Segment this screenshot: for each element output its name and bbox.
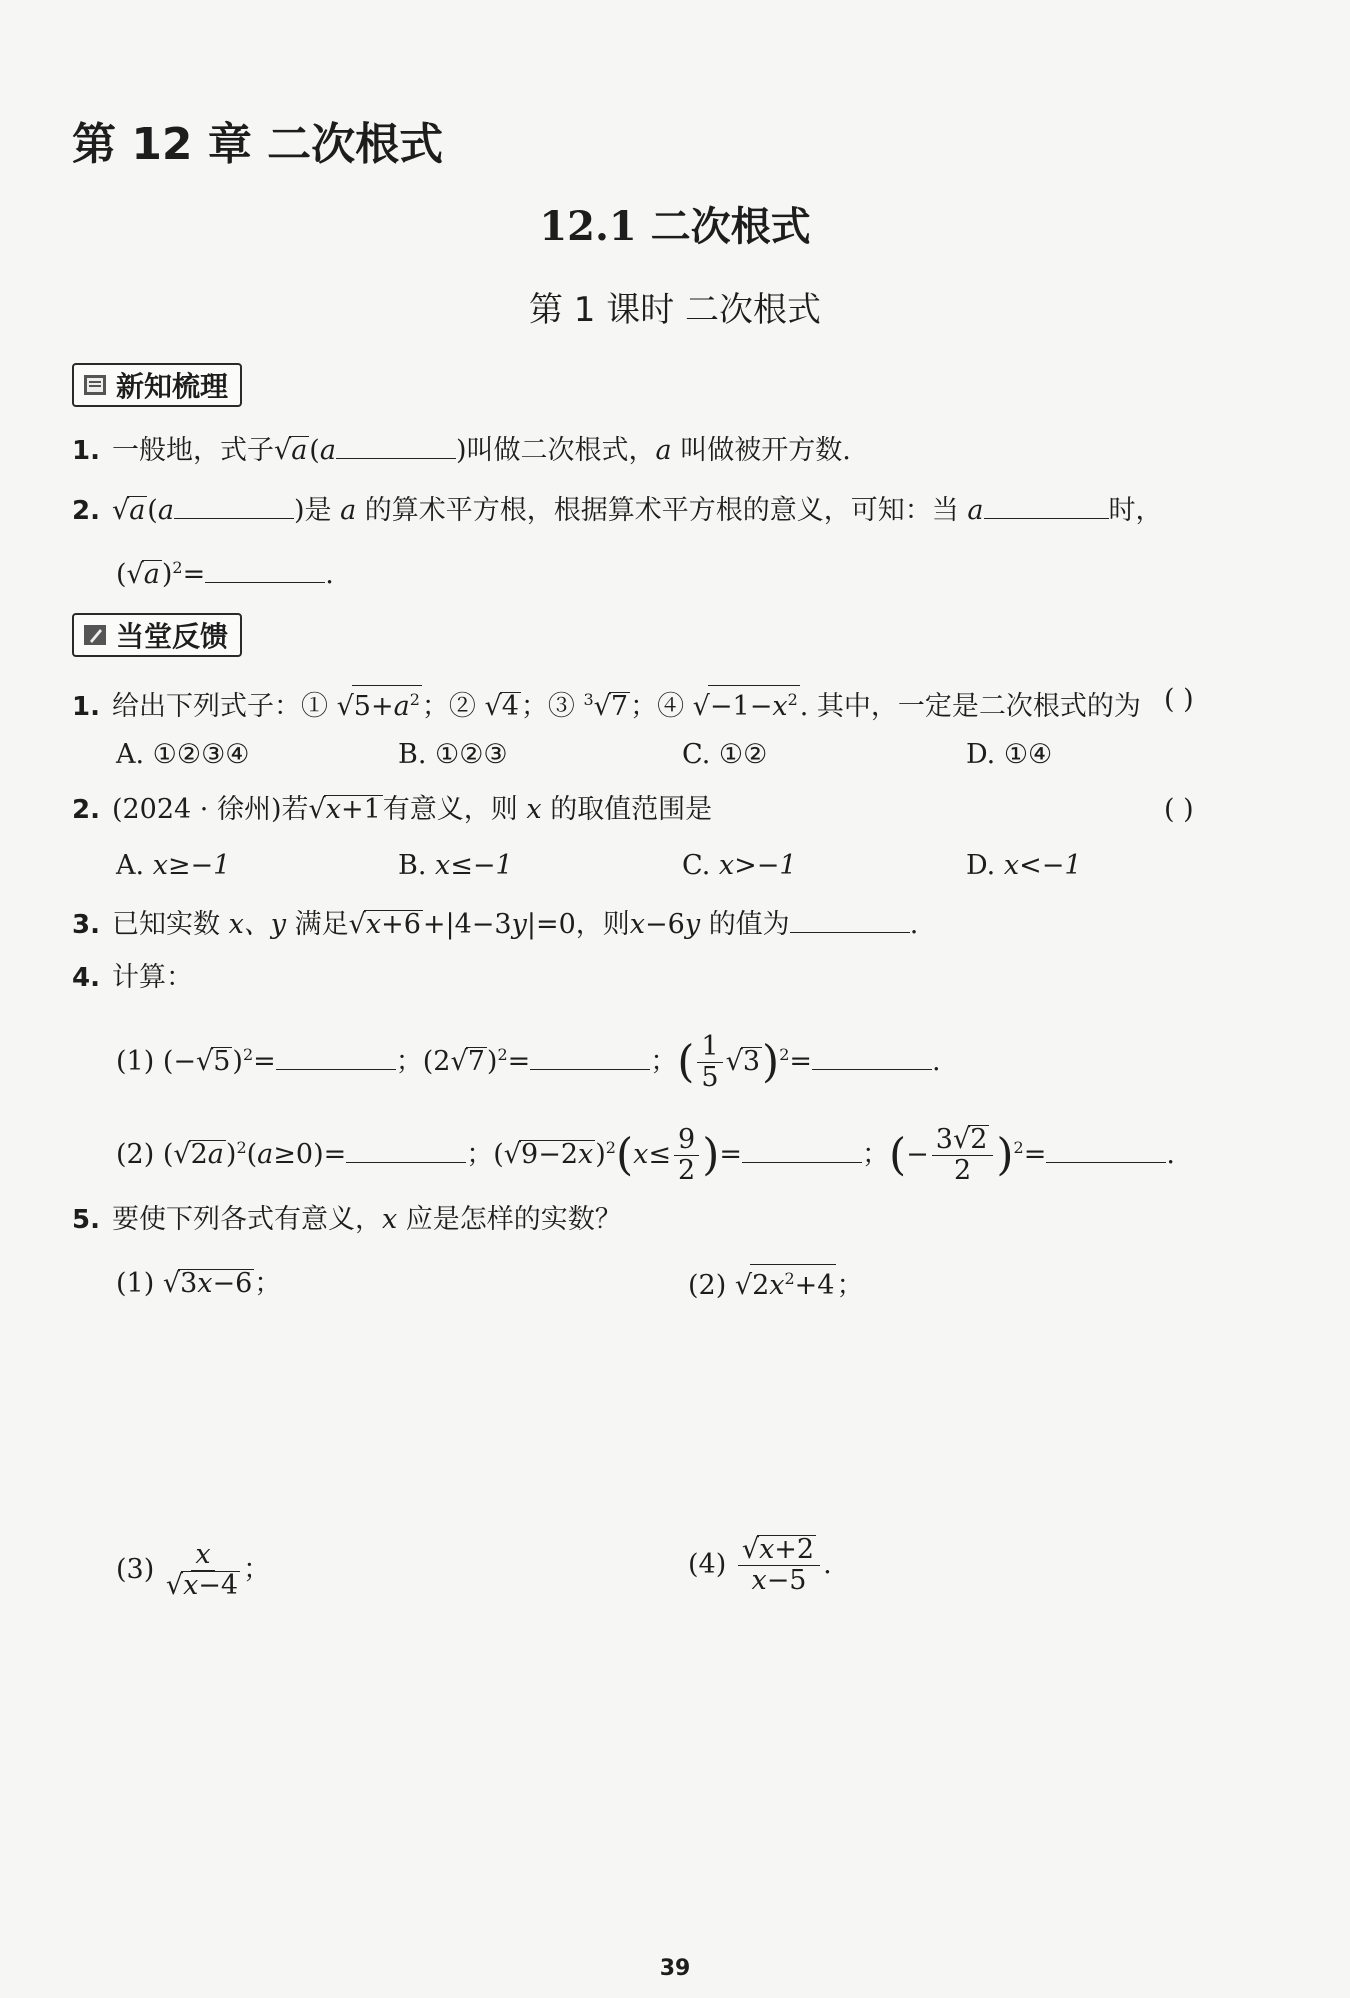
answer-blank[interactable] bbox=[530, 1041, 650, 1070]
tag-label: 新知梳理 bbox=[116, 370, 229, 403]
tag-feedback bbox=[72, 613, 242, 657]
feedback-q2-option-b[interactable]: B. x≤−1 bbox=[398, 850, 513, 881]
pencil-icon bbox=[82, 622, 108, 648]
answer-blank[interactable] bbox=[205, 554, 325, 583]
knowledge-q1: 1. 一般地，式子√a(a )叫做二次根式，a 叫做被开方数. bbox=[72, 430, 851, 471]
feedback-q1-option-c[interactable]: C. ①② bbox=[682, 739, 768, 770]
answer-blank[interactable] bbox=[742, 1134, 862, 1163]
feedback-q5-part2: (2) $√2x^2+4$； bbox=[688, 1264, 863, 1306]
answer-blank[interactable] bbox=[1046, 1134, 1166, 1163]
feedback-q1: 1. 给出下列式子：① $√5+a^2$；② √4；③ $^3$√7；④ $√-1-x^2$. 其中，一定是二次根式的为 bbox=[72, 680, 1141, 727]
feedback-q3: 3. 已知实数 x、y 满足√x+6+|4−3y|=0，则x−6y 的值为 . bbox=[72, 904, 918, 945]
answer-blank[interactable] bbox=[346, 1134, 466, 1163]
feedback-q2-paren[interactable]: ( ) bbox=[1164, 794, 1194, 825]
page-number: 39 bbox=[659, 1956, 691, 1981]
feedback-q1-option-b[interactable]: B. ①②③ bbox=[398, 739, 508, 770]
chapter-title: 第 12 章 二次根式 bbox=[72, 119, 444, 170]
answer-blank[interactable] bbox=[174, 490, 294, 519]
feedback-q5-part4: (4) $\frac{√x+2}{x-5}$ . bbox=[688, 1534, 832, 1596]
knowledge-q2: 2. √a(a )是 a 的算术平方根，根据算术平方根的意义，可知：当 a 时， bbox=[72, 490, 1163, 531]
feedback-q4-part1: (1) $(-√5)^2=$ ；$(2√7)^2=$ ；( $\frac{1}{5}$ √3)$^2$= . bbox=[116, 1031, 941, 1093]
answer-blank[interactable] bbox=[984, 490, 1109, 519]
feedback-q2: 2. (2024 · 徐州)若√x+1有意义，则 x 的取值范围是 bbox=[72, 794, 713, 825]
feedback-q1-option-a[interactable]: A. ①②③④ bbox=[116, 739, 250, 770]
tag-label: 当堂反馈 bbox=[116, 620, 229, 653]
feedback-q2-option-c[interactable]: C. x>−1 bbox=[682, 850, 797, 881]
answer-blank[interactable] bbox=[812, 1041, 932, 1070]
feedback-q5-part1: (1) √3x−6； bbox=[116, 1268, 282, 1299]
answer-blank[interactable] bbox=[336, 430, 456, 459]
feedback-q4-part2: (2) $(√2a)^2(a\ge 0)=$ ；$(√9-2x)^2(x\le$ $\frac{9}{2}$ )= ；(− $\frac{3√2}{2}$ )$^2$= . bbox=[116, 1124, 1175, 1186]
feedback-q2-option-d[interactable]: D. x<−1 bbox=[966, 850, 1082, 881]
feedback-q2-option-a[interactable]: A. x≥−1 bbox=[116, 850, 231, 881]
section-title: 12.1 二次根式 bbox=[539, 203, 811, 250]
answer-blank[interactable] bbox=[790, 904, 910, 933]
knowledge-q2-line2: $(√a)^2=$ . bbox=[116, 548, 334, 595]
lesson-title: 第 1 课时 二次根式 bbox=[528, 290, 822, 330]
feedback-q4: 4. 计算： bbox=[72, 962, 193, 993]
tag-new-knowledge bbox=[72, 363, 242, 407]
feedback-q5-part3: (3) $\frac{x}{√x-4}$ ； bbox=[116, 1539, 271, 1601]
feedback-q1-paren[interactable]: ( ) bbox=[1164, 684, 1194, 715]
feedback-q1-option-d[interactable]: D. ①④ bbox=[966, 739, 1053, 770]
feedback-q5: 5. 要使下列各式有意义，x 应是怎样的实数？ bbox=[72, 1204, 622, 1235]
answer-blank[interactable] bbox=[276, 1041, 396, 1070]
book-icon bbox=[82, 372, 108, 398]
